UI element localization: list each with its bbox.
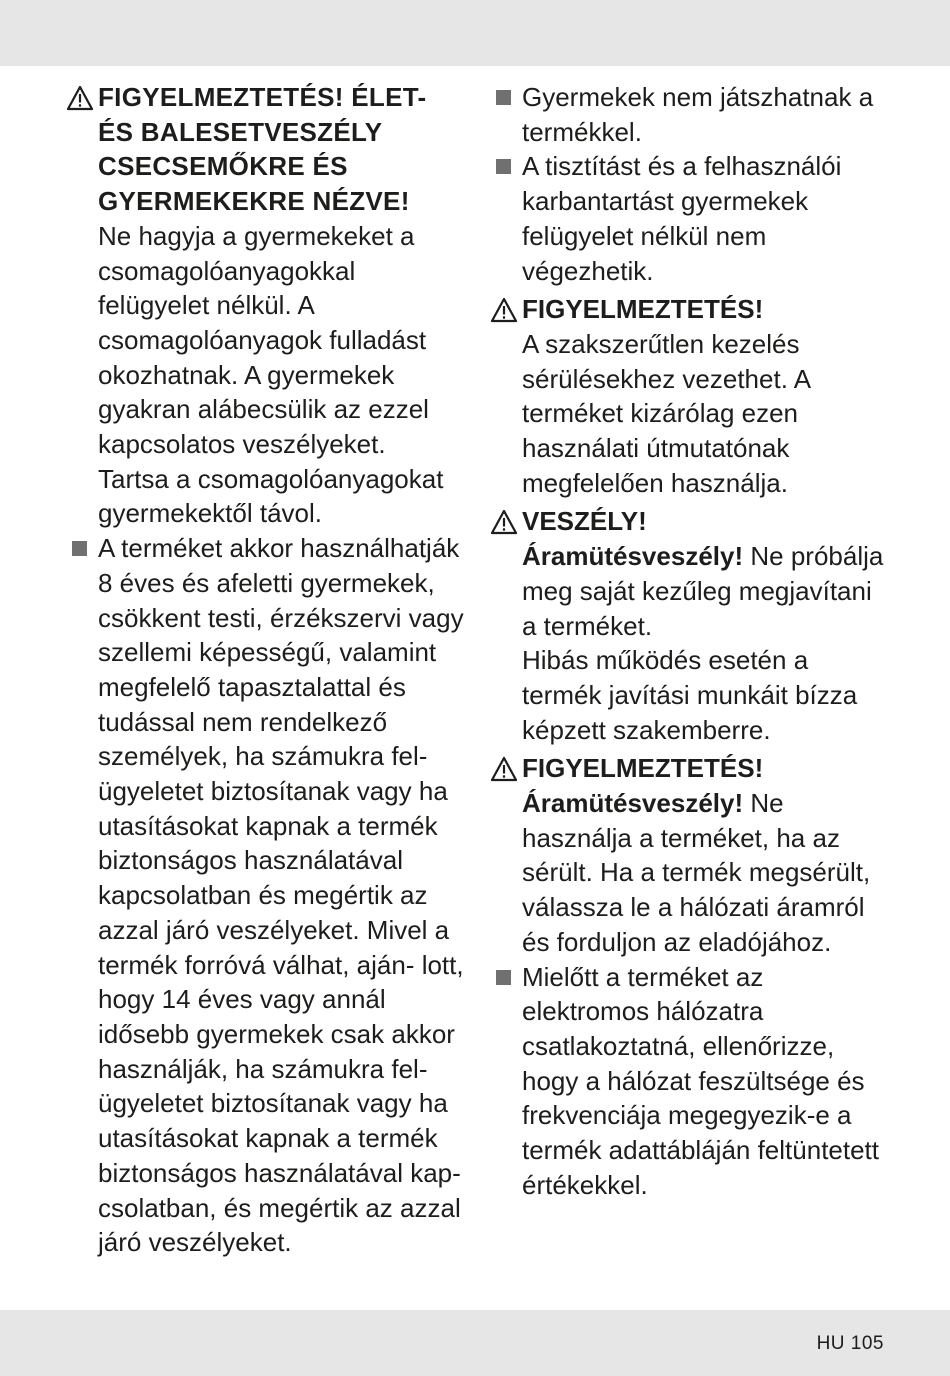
- bullet-text: A terméket akkor használhatják 8 éves és afeletti gyermekek, csökkent testi, érzékszervi vagy szellemi képességű, valamint megfelelő tapasztalattal és tudással nem rendelkező személyek, ha számukra fel- ügyeletet biztosítanak vagy ha utasításokat kapnak a termék biztonságos használatával kapcsolatban és megértik az azzal járó veszélyeket. Mivel a termék forróvá válhat, aján- lott, hogy 14 éves vagy annál idősebb gyermekek csak akkor használják, ha számukra fel- ügyeletet biztosítanak vagy ha utasításokat kapnak a termék biztonságos használatával kap- csolatban, és megértik az azzal járó veszélyeket.: [98, 533, 464, 1258]
- danger-heading: VESZÉLY!: [522, 506, 647, 537]
- warning-heading: FIGYELMEZTETÉS!: [522, 753, 764, 784]
- right-column: [490, 80, 890, 1203]
- warning-triangle-icon: [490, 292, 520, 327]
- square-bullet-icon: [490, 149, 520, 184]
- danger-text-2: Hibás működés esetén a termék javítási munkáit bízza képzett szakemberre.: [522, 645, 858, 745]
- bullet-text: A tisztítást és a felhasználói karbantartást gyermekek felügyelet nélkül nem végezhetik.: [522, 151, 842, 286]
- bullet-text: Gyermekek nem játszhatnak a termékkel.: [522, 82, 874, 147]
- left-column: [66, 80, 466, 1260]
- bullet-item-right-1: [490, 80, 890, 149]
- danger-lead: Áramütésveszély!: [522, 541, 744, 572]
- warning-text-2: Tartsa a csomagolóanyagokat gyermekektől távol.: [98, 463, 444, 529]
- square-bullet-icon: [490, 960, 520, 995]
- warning-triangle-icon: [490, 504, 520, 539]
- bullet-item-right-3: [490, 960, 890, 1203]
- warning-text-1: Ne hagyja a gyermekeket a csomagolóanyagokkal felügyelet nélkül. A csomagolóanyagok fulladást okozhatnak. A gyermekek gyakran alábecsülik az ezzel kapcsolatos veszélyeket.: [98, 220, 429, 460]
- page-number: HU 105: [816, 1333, 884, 1354]
- danger-text-1: Ne próbálja meg saját kezűleg megjavítani a terméket.: [522, 541, 884, 641]
- warning-block-3: [490, 751, 890, 959]
- warning-heading-1: FIGYELMEZTETÉS! ÉLET- ÉS BALESETVESZÉLY CSECSEMŐKRE ÉS GYERMEKEKRE NÉZVE!: [98, 82, 427, 217]
- warning-triangle-icon: [66, 80, 96, 115]
- warning-text: A szakszerűtlen kezelés sérülésekhez vezethet. A terméket kizárólag ezen használati útmutatónak megfelelően használja.: [522, 328, 810, 498]
- square-bullet-icon: [66, 531, 96, 566]
- header-band: [0, 0, 950, 66]
- bullet-item-right-2: [490, 149, 890, 288]
- warning-block-1: [66, 80, 466, 531]
- warning-heading: FIGYELMEZTETÉS!: [522, 294, 764, 325]
- warning-text: Ne használja a terméket, ha az sérült. Ha a termék megsérült, válassza le a hálózati áramról és forduljon az eladójához.: [522, 788, 871, 957]
- footer-band: [0, 1310, 950, 1376]
- bullet-text: Mielőtt a terméket az elektromos hálózatra csatlakoztatná, ellenőrizze, hogy a hálózat feszültsége és frekvenciája megegyezik-e a termék adattábláján feltüntetett értékekkel.: [522, 961, 880, 1200]
- warning-block-2: [490, 292, 890, 500]
- danger-block: [490, 504, 890, 747]
- bullet-item-left-1: [66, 531, 466, 1260]
- square-bullet-icon: [490, 80, 520, 115]
- warning-lead: Áramütésveszély!: [522, 788, 744, 819]
- warning-triangle-icon: [490, 751, 520, 786]
